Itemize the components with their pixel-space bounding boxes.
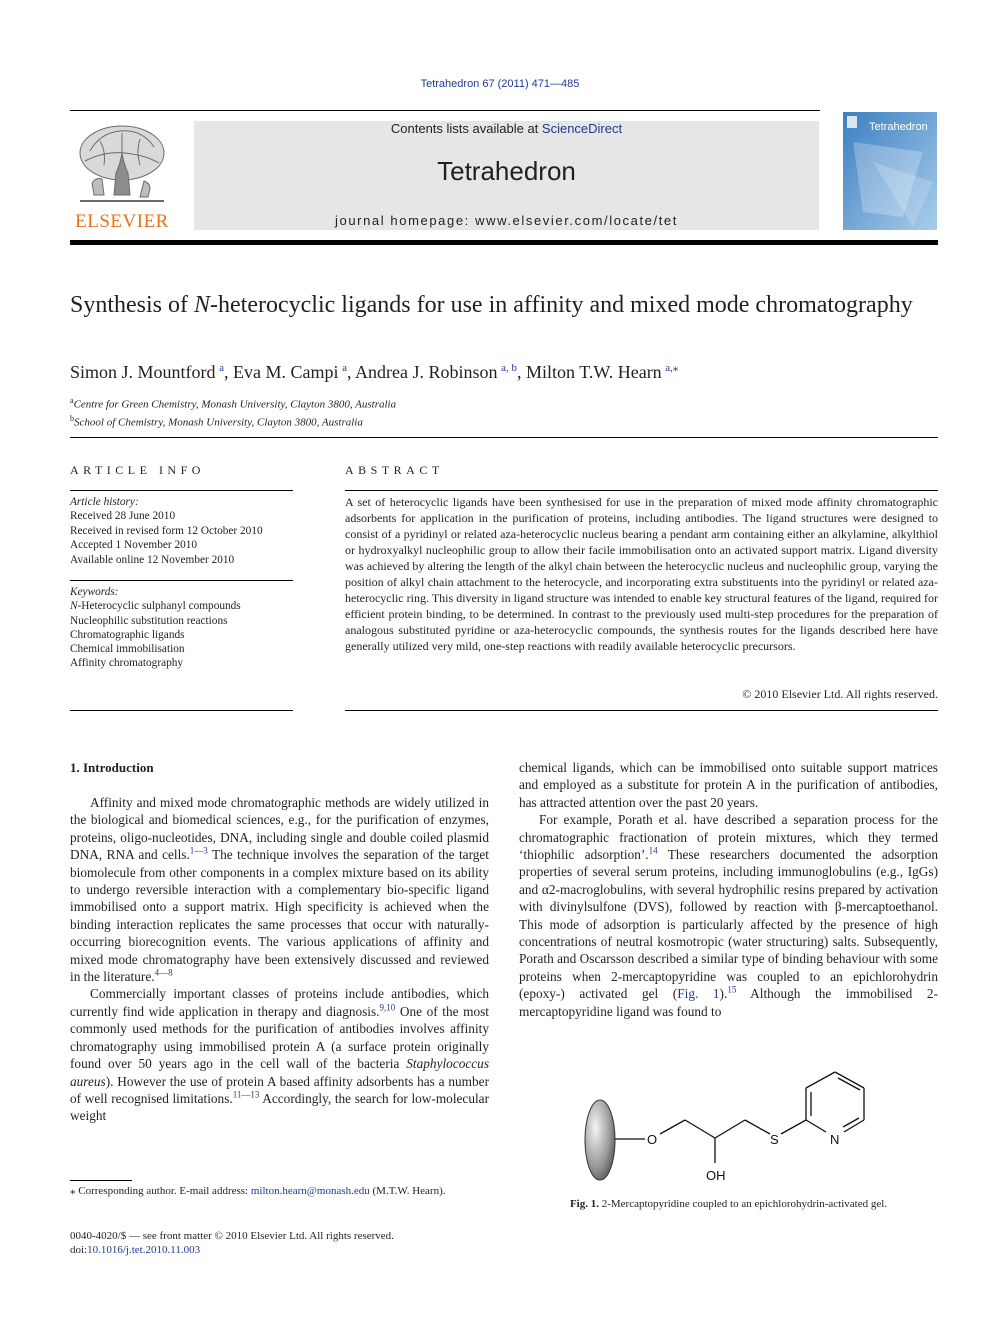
citation-ref[interactable]: 11—13 — [232, 1089, 260, 1100]
author-affil-sup[interactable]: a — [219, 362, 225, 374]
affiliations — [70, 394, 396, 429]
figure-caption: Fig. 1. 2-Mercaptopyridine coupled to an epichlorohydrin-activated gel. — [569, 1198, 888, 1210]
body-column-left — [70, 794, 489, 1125]
info-rule — [70, 710, 293, 711]
figure-ref-link[interactable]: Fig. 1 — [677, 986, 720, 1002]
author-name[interactable]: Milton T.W. Hearn — [526, 362, 662, 382]
atom-label-OH: OH — [706, 1168, 726, 1183]
affiliation: $^a$Centre for Green Chemistry, Monash University, Clayton 3800, Australia — [70, 396, 397, 411]
history-item: Received in revised form 12 October 2010 — [70, 524, 263, 537]
citation-ref[interactable]: 15 — [727, 984, 737, 995]
article-history — [70, 495, 263, 567]
paragraph: Affinity and mixed mode chromatographic methods are widely utilized in the biological and biomedical sciences, e.g., for the purification of enzymes, proteins, oligo-nucleotides, DNA, including single and double coiled plasmid DNA, RNA and cells.$^{1—3}$ The technique involves the separation of the target biomolecule from other components in a complex mixture based on its ability to undergo reversible interaction with a complementary bio-specific ligand immobilised onto a support matrix. High specificity is achieved when the binding interaction replicates the same processes that occur with naturally-occurring biorecognition events. The various applications of affinity and mixed mode chromatography have been extensively discussed and reviewed in the literature.$^{4—8}$ — [70, 795, 489, 985]
cover-title: Tetrahedron — [869, 121, 928, 133]
article-title: Synthesis of N-heterocyclic ligands for use in affinity and mixed mode chromatography — [70, 292, 913, 318]
article-info-heading: ARTICLE INFO — [70, 463, 205, 477]
keywords — [70, 585, 241, 671]
citation-ref[interactable]: 14 — [648, 845, 658, 856]
citation-ref[interactable]: 9,10 — [379, 1002, 396, 1013]
author-affil-sup[interactable]: a — [342, 362, 348, 374]
history-label: Article history: — [70, 496, 139, 508]
body-column-right — [519, 759, 938, 1020]
abstract-rule — [345, 710, 938, 711]
keyword: N-Heterocyclic sulphanyl compounds — [70, 600, 241, 613]
front-matter — [70, 1229, 394, 1257]
title-rule — [70, 437, 938, 438]
author-name[interactable]: Eva M. Campi — [233, 362, 339, 382]
header-rule — [70, 110, 820, 111]
info-rule — [70, 580, 293, 581]
journal-cover-image — [843, 112, 937, 230]
journal-citation[interactable]: Tetrahedron 67 (2011) 471—485 — [420, 78, 580, 90]
atom-label-O: O — [647, 1132, 658, 1147]
paragraph: Commercially important classes of proteins include antibodies, which currently find wide application in therapy and diagnosis.$^{9,10}$ One of the most commonly used methods for the purification of antibodies involves affinity chromatography using immobilised protein A (a surface protein originally found over 50 years ago in the cell wall of the bacteria Staphylococcus aureus). However the use of protein A based affinity adsorbents has a number of well recognised limitations.$^{11—13}$ Accordingly, the search for low-molecular weight — [70, 986, 490, 1124]
gel-bead — [585, 1100, 615, 1180]
citation-ref[interactable]: 4—8 — [154, 967, 173, 978]
history-item: Available online 12 November 2010 — [70, 553, 235, 566]
author-affil-sup[interactable]: a, b — [501, 362, 518, 374]
keyword: Nucleophilic substitution reactions — [70, 614, 228, 627]
figure-label: Fig. 1. — [569, 1198, 599, 1210]
contents-prefix: Contents lists available at — [390, 121, 542, 136]
keywords-label: Keywords: — [70, 586, 119, 598]
journal-name: Tetrahedron — [437, 156, 576, 186]
paragraph: For example, Porath et al. have described a separation process for the chromatographic fractionation of protein mixtures, which they termed ‘thiophilic adsorption’.$^{14}$ These researchers documented the adsorption properties of several serum proteins, including immunoglobulins (e.g., IgGs) and α2-macroglobulins, with several hydrophilic resins prepared by activation with divinylsulfone (DVS), followed by reaction with β-mercaptoethanol. This mode of adsorption is particularly affected by the presence of high concentrations of neutral kosmotropic (water structuring) salts. Subsequently, Porath and Oscarsson described a similar type of binding behaviour with some proteins when 2-mercaptopyridine was coupled to an epichlorohydrin (epoxy-) activated gel (Fig. 1).$^{15}$ Although the immobilised 2-mercaptopyridine ligand was found to — [519, 812, 938, 1019]
keyword: Affinity chromatography — [70, 657, 184, 670]
section-title: 1. Introduction — [70, 760, 154, 775]
front-matter-line: 0040-4020/$ — see front matter © 2010 Elsevier Ltd. All rights reserved. — [70, 1230, 394, 1242]
footnote-rule — [70, 1180, 132, 1181]
history-item: Received 28 June 2010 — [70, 510, 176, 523]
figure-1-structure — [580, 1060, 900, 1190]
contents-line — [194, 121, 819, 136]
keyword: Chromatographic ligands — [70, 628, 185, 641]
doi-link[interactable]: 10.1016/j.tet.2010.11.003 — [87, 1244, 201, 1256]
paragraph: chemical ligands, which can be immobilised onto suitable support matrices and employed as a substitute for protein A in the purification of antibodies, has attracted attention over the past 20 years. — [519, 760, 938, 810]
author-list: Simon J. Mountford $^a$, Eva M. Campi $^a$, Andrea J. Robinson $^{a, b}$, Milton T.W. Hearn $^{a,⁎}$ — [70, 362, 679, 382]
author-affil-sup[interactable]: a,⁎ — [665, 362, 679, 374]
elsevier-wordmark: ELSEVIER — [75, 211, 169, 232]
info-rule — [70, 490, 293, 491]
affiliation: $^b$School of Chemistry, Monash University, Clayton 3800, Australia — [70, 413, 363, 429]
author-name[interactable]: Simon J. Mountford — [70, 362, 216, 382]
sciencedirect-link[interactable]: ScienceDirect — [541, 121, 623, 136]
abstract-copyright: © 2010 Elsevier Ltd. All rights reserved. — [742, 687, 938, 701]
abstract-rule — [345, 490, 938, 491]
author-name[interactable]: Andrea J. Robinson — [355, 362, 498, 382]
citation-ref[interactable]: 1—3 — [189, 845, 208, 856]
abstract-text: A set of heterocyclic ligands have been synthesised for use in the preparation of mixed mode affinity chromatographic adsorbents for application in the purification of proteins, including antibodies. The ligand structures were designed to consist of a pyridinyl or related aza-heterocyclic nucleus bearing a pendant arm containing either an alkylamine, alkylthiol or hydroxyalkyl nucleophilic group to allow their facile immobilisation onto an activated support matrix. Ligand diversity was achieved by altering the length of the alkyl chain between the heterocyclic nucleus and nucleophilic group, varying the position of alkyl chain attachment to the heterocycle, and incorporating extra substituents into the pyridinyl or related aza-heterocyclic ring. This diversity in ligand structure was intended to enable key structural features of the ligand, required for efficient protein binding, to be determined. In contrast to the previously used multi-step procedures for the preparation of analogous substituted pyridine or aza-heterocyclic compounds, the synthesis routes for the ligands described here have generally utilized very mild, one-step reactions with readily available heterocyclic precursors. — [345, 495, 938, 653]
corresponding-author-note: ⁎ Corresponding author. E-mail address: milton.hearn@monash.edu (M.T.W. Hearn). — [70, 1185, 446, 1197]
journal-homepage[interactable]: journal homepage: www.elsevier.com/locate/tet — [335, 213, 678, 228]
author-email-link[interactable]: milton.hearn@monash.edu — [250, 1185, 370, 1197]
atom-label-S: S — [770, 1132, 779, 1147]
abstract-heading: ABSTRACT — [345, 463, 444, 477]
history-item: Accepted 1 November 2010 — [70, 539, 198, 552]
keyword: Chemical immobilisation — [70, 643, 185, 656]
doi-line: doi:10.1016/j.tet.2010.11.003 — [70, 1244, 201, 1256]
header-thick-rule — [70, 240, 938, 245]
atom-label-N: N — [830, 1132, 840, 1147]
